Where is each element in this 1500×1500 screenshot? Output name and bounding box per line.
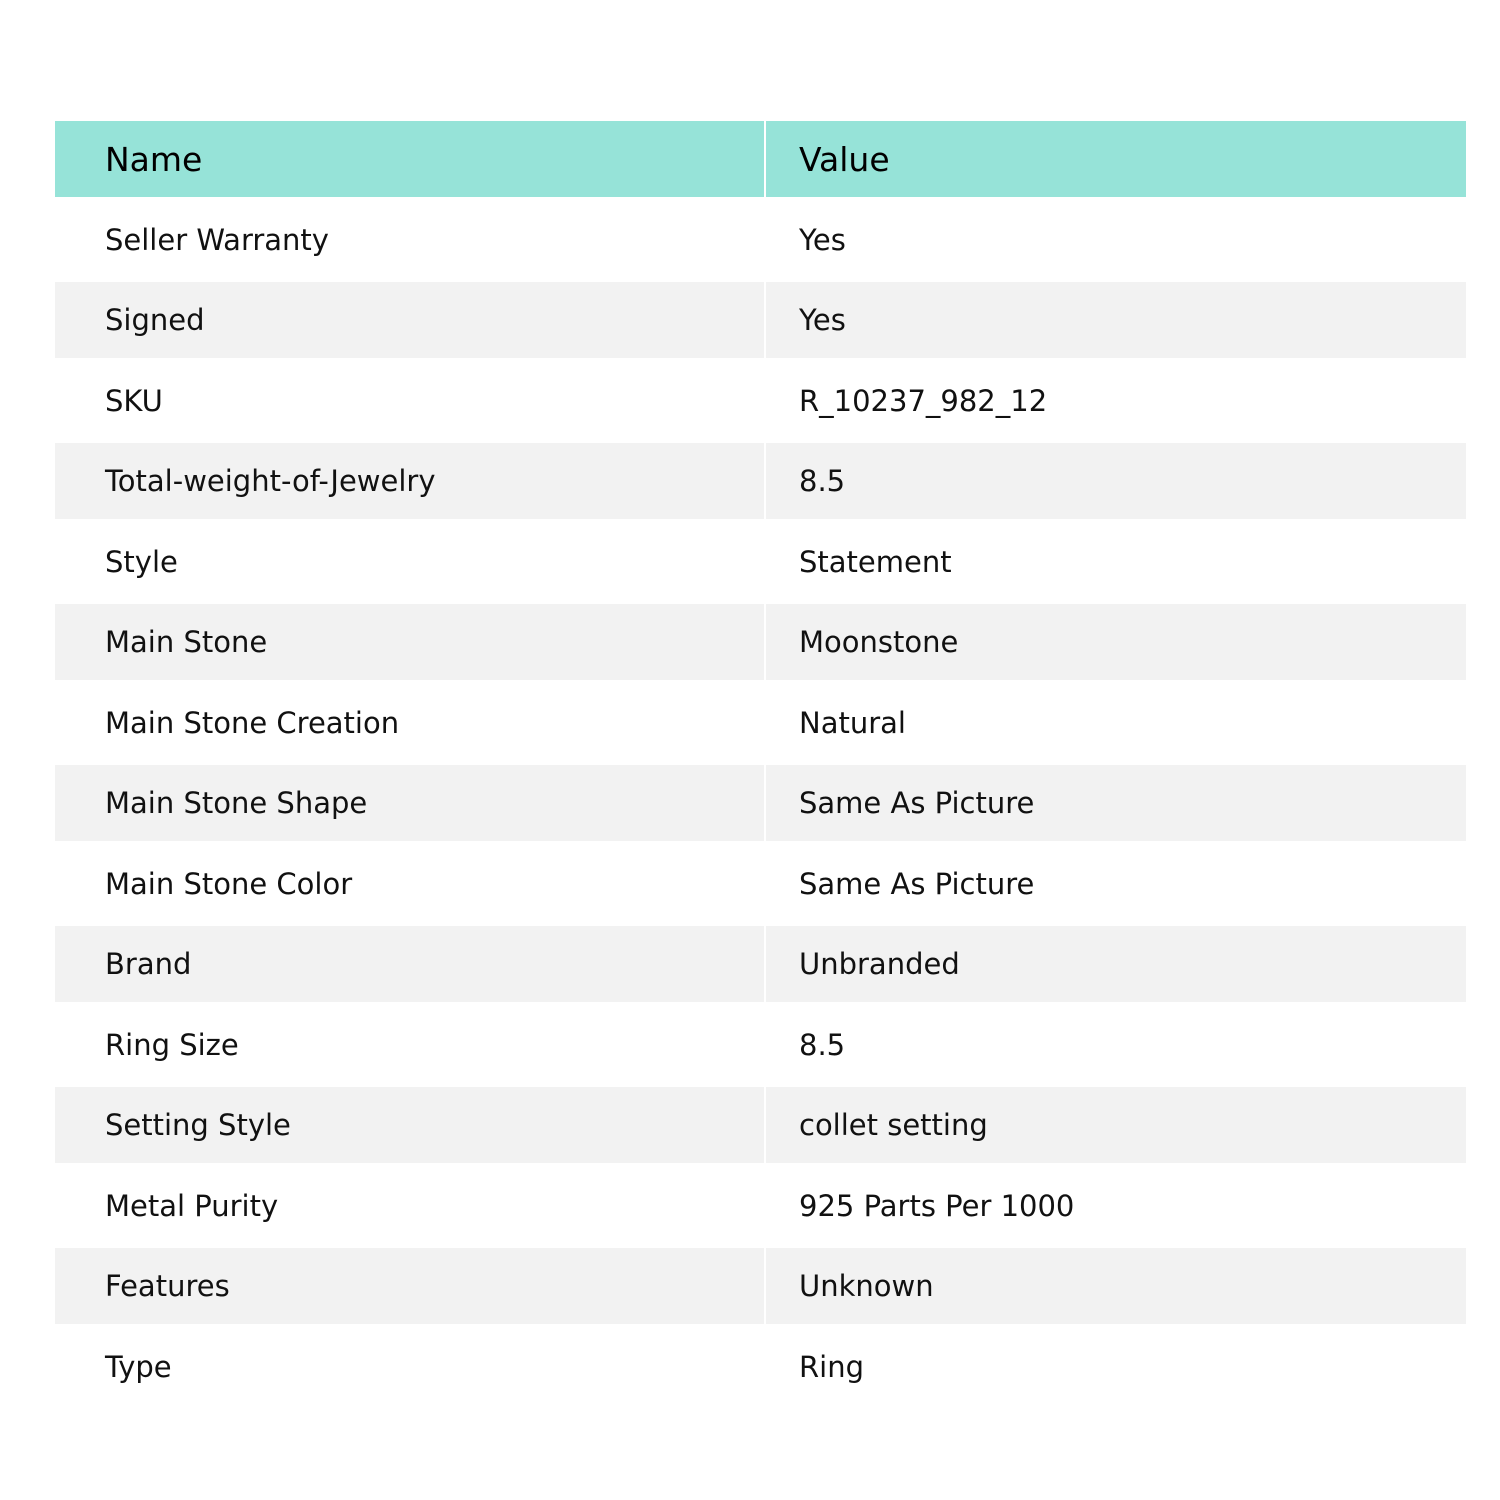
header-name: Name bbox=[55, 121, 766, 197]
row-name: Metal Purity bbox=[55, 1163, 766, 1248]
row-value: Unknown bbox=[766, 1248, 1466, 1324]
table-row bbox=[55, 1324, 1466, 1409]
row-value: collet setting bbox=[766, 1087, 1466, 1163]
row-name: Total-weight-of-Jewelry bbox=[55, 443, 766, 519]
table-row bbox=[55, 519, 1466, 604]
table-row bbox=[55, 1248, 1466, 1324]
row-name: Type bbox=[55, 1324, 766, 1409]
table-row bbox=[55, 765, 1466, 841]
row-name: Main Stone Creation bbox=[55, 680, 766, 765]
row-value: R_10237_982_12 bbox=[799, 383, 1048, 418]
row-name: Main Stone Color bbox=[55, 841, 766, 926]
row-value: Same As Picture bbox=[799, 866, 1035, 901]
row-value: Moonstone bbox=[766, 604, 1466, 680]
row-name: Seller Warranty bbox=[55, 197, 766, 282]
row-name: Main Stone bbox=[55, 604, 766, 680]
row-name: Signed bbox=[55, 282, 766, 358]
table-row bbox=[55, 282, 1466, 358]
row-value: 8.5 bbox=[799, 1027, 846, 1062]
table-row bbox=[55, 841, 1466, 926]
table-header-row bbox=[55, 121, 1466, 197]
table-row bbox=[55, 443, 1466, 519]
row-value: 925 Parts Per 1000 bbox=[799, 1188, 1075, 1223]
row-name: SKU bbox=[55, 358, 766, 443]
row-value: Same As Picture bbox=[766, 765, 1466, 841]
row-name: Setting Style bbox=[55, 1087, 766, 1163]
row-name: Main Stone Shape bbox=[55, 765, 766, 841]
table-row bbox=[55, 1002, 1466, 1087]
table-row bbox=[55, 358, 1466, 443]
table-row bbox=[55, 680, 1466, 765]
table-row bbox=[55, 1163, 1466, 1248]
row-name: Brand bbox=[55, 926, 766, 1002]
row-value: Unbranded bbox=[766, 926, 1466, 1002]
item-specifics-table bbox=[55, 121, 1466, 1409]
row-value: Yes bbox=[766, 282, 1466, 358]
row-value: Yes bbox=[799, 222, 846, 257]
row-name: Ring Size bbox=[55, 1002, 766, 1087]
table-row bbox=[55, 1087, 1466, 1163]
table-row bbox=[55, 604, 1466, 680]
table-row bbox=[55, 926, 1466, 1002]
row-value: Ring bbox=[799, 1349, 864, 1384]
row-value: Natural bbox=[799, 705, 906, 740]
row-name: Style bbox=[55, 519, 766, 604]
row-value: Statement bbox=[799, 544, 952, 579]
header-value: Value bbox=[766, 121, 1466, 197]
row-name: Features bbox=[55, 1248, 766, 1324]
table-row bbox=[55, 197, 1466, 282]
row-value: 8.5 bbox=[766, 443, 1466, 519]
